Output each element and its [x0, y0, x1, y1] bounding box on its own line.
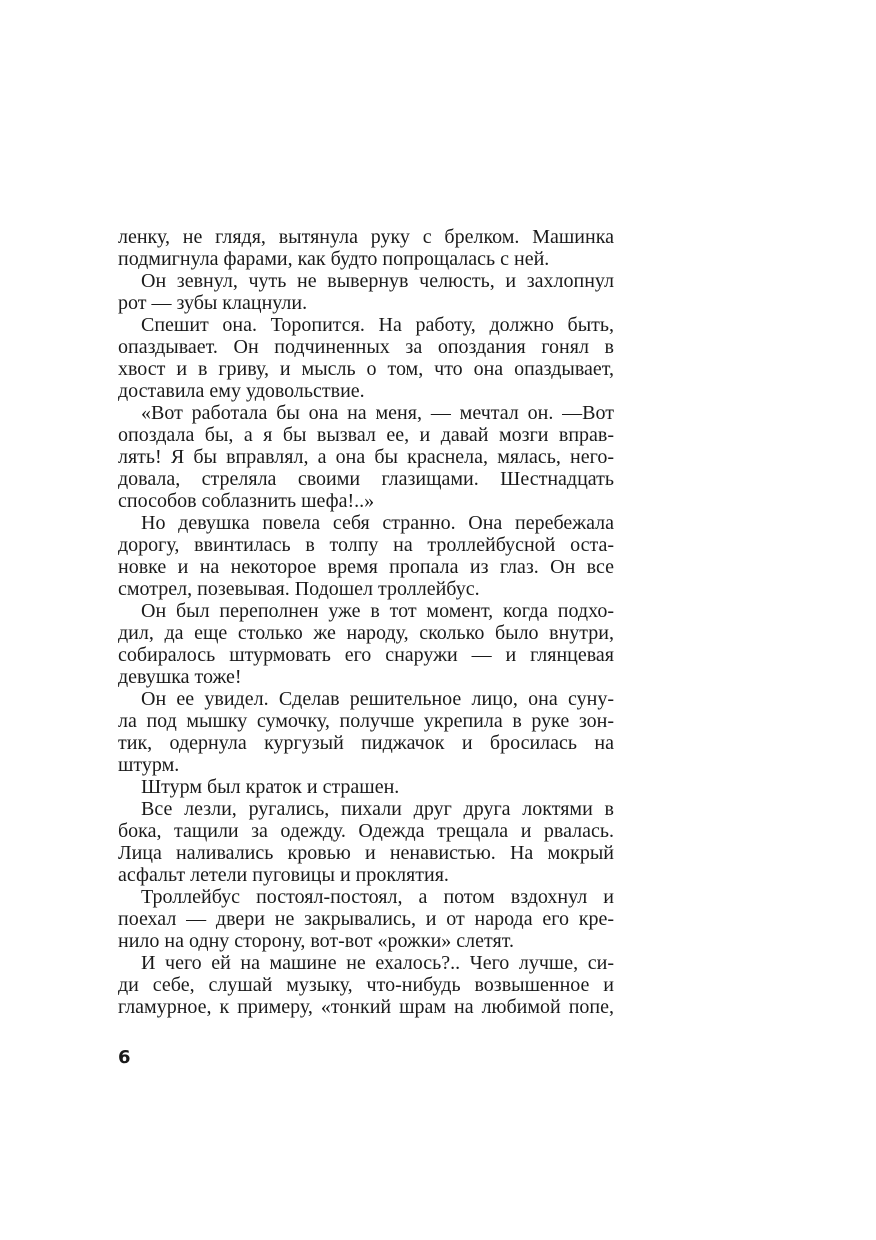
text-line: Но девушка повела себя странно. Она перебежала [141, 512, 614, 534]
text-line: девушка тоже! [118, 666, 242, 688]
text-line: нило на одну сторону, вот-вот «рожки» слетят. [118, 930, 514, 952]
text-line: новке и на некоторое время пропала из глаз. Он все [118, 556, 614, 578]
text-line: ленку, не глядя, вытянула руку с брелком. Машинка [118, 226, 614, 248]
text-line: Троллейбус постоял-постоял, а потом вздохнул и [141, 886, 614, 908]
page-number: 6 [118, 1047, 131, 1068]
text-line: Все лезли, ругались, пихали друг друга локтями в [141, 798, 614, 820]
text-line: хвост и в гриву, и мысль о том, что она опаздывает, [118, 358, 614, 380]
text-line: И чего ей на машине не ехалось?.. Чего лучше, си- [141, 952, 614, 974]
text-line: дорогу, ввинтилась в толпу на троллейбусной оста- [118, 534, 614, 556]
text-line: лять! Я бы вправлял, а она бы краснела, мялась, него- [118, 446, 614, 468]
text-line: подмигнула фарами, как будто попрощалась с ней. [118, 248, 550, 270]
text-line: довала, стреляла своими глазищами. Шестнадцать [118, 468, 614, 490]
text-line: Штурм был краток и страшен. [141, 776, 400, 798]
text-line: Он был переполнен уже в тот момент, когда подхо- [141, 600, 614, 622]
text-line: смотрел, позевывая. Подошел троллейбус. [118, 578, 480, 600]
text-line: «Вот работала бы она на меня, — мечтал он. —Вот [141, 402, 614, 424]
text-line: доставила ему удовольствие. [118, 380, 365, 402]
text-line: тик, одернула кургузый пиджачок и бросилась на [118, 732, 614, 754]
body-text [118, 226, 614, 1018]
text-line: собиралось штурмовать его снаружи — и глянцевая [118, 644, 614, 666]
text-line: штурм. [118, 754, 180, 776]
text-line: асфальт летели пуговицы и проклятия. [118, 864, 449, 886]
text-line: Он ее увидел. Сделав решительное лицо, она суну- [141, 688, 614, 710]
text-line: гламурное, к примеру, «тонкий шрам на любимой попе, [118, 996, 614, 1018]
text-line: ди себе, слушай музыку, что-нибудь возвышенное и [118, 974, 614, 996]
text-line: Лица наливались кровью и ненавистью. На мокрый [118, 842, 614, 864]
text-line: способов соблазнить шефа!..» [118, 490, 375, 512]
text-line: Спешит она. Торопится. На работу, должно быть, [141, 314, 614, 336]
text-line: дил, да еще столько же народу, сколько было внутри, [118, 622, 614, 644]
text-line: поехал — двери не закрывались, и от народа его кре- [118, 908, 614, 930]
text-line: Он зевнул, чуть не вывернув челюсть, и захлопнул [141, 270, 614, 292]
text-line: опаздывает. Он подчиненных за опоздания гонял в [118, 336, 614, 358]
text-line: рот — зубы клацнули. [118, 292, 308, 314]
text-line: ла под мышку сумочку, получше укрепила в руке зон- [118, 710, 614, 732]
text-line: опоздала бы, а я бы вызвал ее, и давай мозги вправ- [118, 424, 614, 446]
text-line: бока, тащили за одежду. Одежда трещала и рвалась. [118, 820, 614, 842]
